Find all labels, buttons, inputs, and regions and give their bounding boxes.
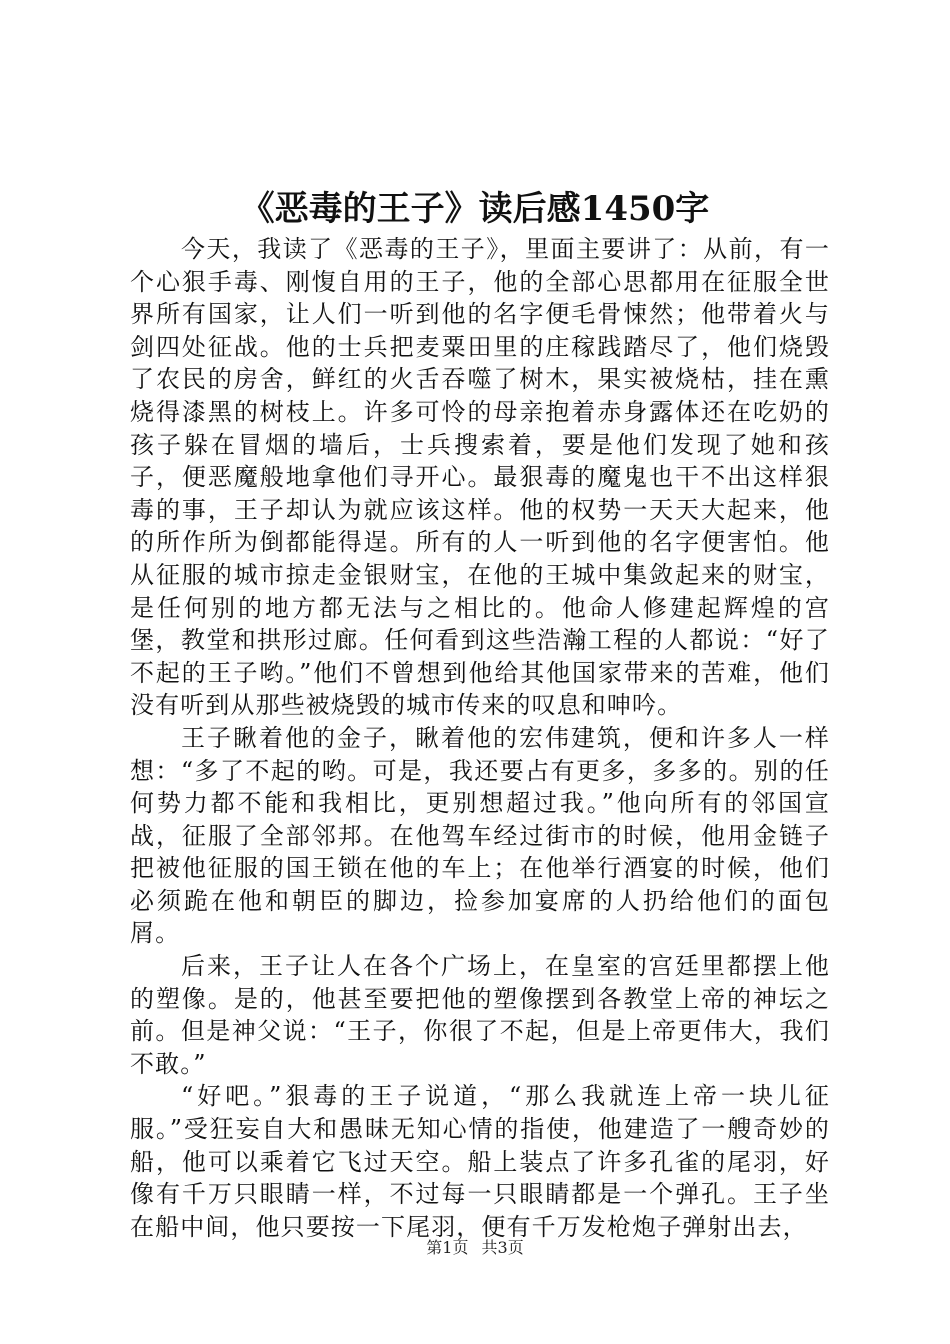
page-number: 第1页	[426, 1238, 469, 1257]
paragraph-4: “好吧。”狠毒的王子说道，“那么我就连上帝一块儿征服。”受狂妄自大和愚昧无知心情的指使，他建造了一艘奇妙的船，他可以乘着它飞过天空。船上装点了许多孔雀的尾羽，好像有千万只眼睛一样，不过每一只眼睛都是一个弹孔。王子坐在船中间，他只要按一下尾羽，便有千万发枪炮子弹射出去，	[130, 1082, 830, 1241]
document-body	[130, 233, 830, 1243]
paragraph-3: 后来，王子让人在各个广场上，在皇室的宫廷里都摆上他的塑像。是的，他甚至要把他的塑像摆到各教堂上帝的神坛之前。但是神父说：“王子，你很了不起，但是上帝更伟大，我们不敢。”	[130, 952, 830, 1078]
paragraph-2: 王子瞅着他的金子，瞅着他的宏伟建筑，便和许多人一样想：“多了不起的哟。可是，我还要占有更多，多多的。别的任何势力都不能和我相比，更别想超过我。”他向所有的邻国宣战，征服了全部邻邦。在他驾车经过街市的时候，他用金链子把被他征服的国王锁在他的车上；在他举行酒宴的时候，他们必须跪在他和朝臣的脚边，捡参加宴席的人扔给他们的面包屑。	[130, 723, 830, 948]
page-footer	[0, 1236, 950, 1260]
document-title: 《恶毒的王子》读后感1450字	[240, 189, 710, 229]
page-total: 共3页	[481, 1238, 524, 1257]
paragraph-1: 今天，我读了《恶毒的王子》，里面主要讲了：从前，有一个心狠手毒、刚愎自用的王子，他的全部心思都用在征服全世界所有国家，让人们一听到他的名字便毛骨悚然；他带着火与剑四处征战。他的士兵把麦粟田里的庄稼践踏尽了，他们烧毁了农民的房舍，鲜红的火舌吞噬了树木，果实被烧枯，挂在熏烧得漆黑的树枝上。许多可怜的母亲抱着赤身露体还在吃奶的孩子躲在冒烟的墙后，士兵搜索着，要是他们发现了她和孩子，便恶魔般地拿他们寻开心。最狠毒的魔鬼也干不出这样狠毒的事，王子却认为就应该这样。他的权势一天天大起来，他的所作所为倒都能得逞。所有的人一听到他的名字便害怕。他从征服的城市掠走金银财宝，在他的王城中集敛起来的财宝，是任何别的地方都无法与之相比的。他命人修建起辉煌的宫堡，教堂和拱形过廊。任何看到这些浩瀚工程的人都说：“好了不起的王子哟。”他们不曾想到他给其他国家带来的苦难，他们没有听到从那些被烧毁的城市传来的叹息和呻吟。	[130, 235, 830, 720]
